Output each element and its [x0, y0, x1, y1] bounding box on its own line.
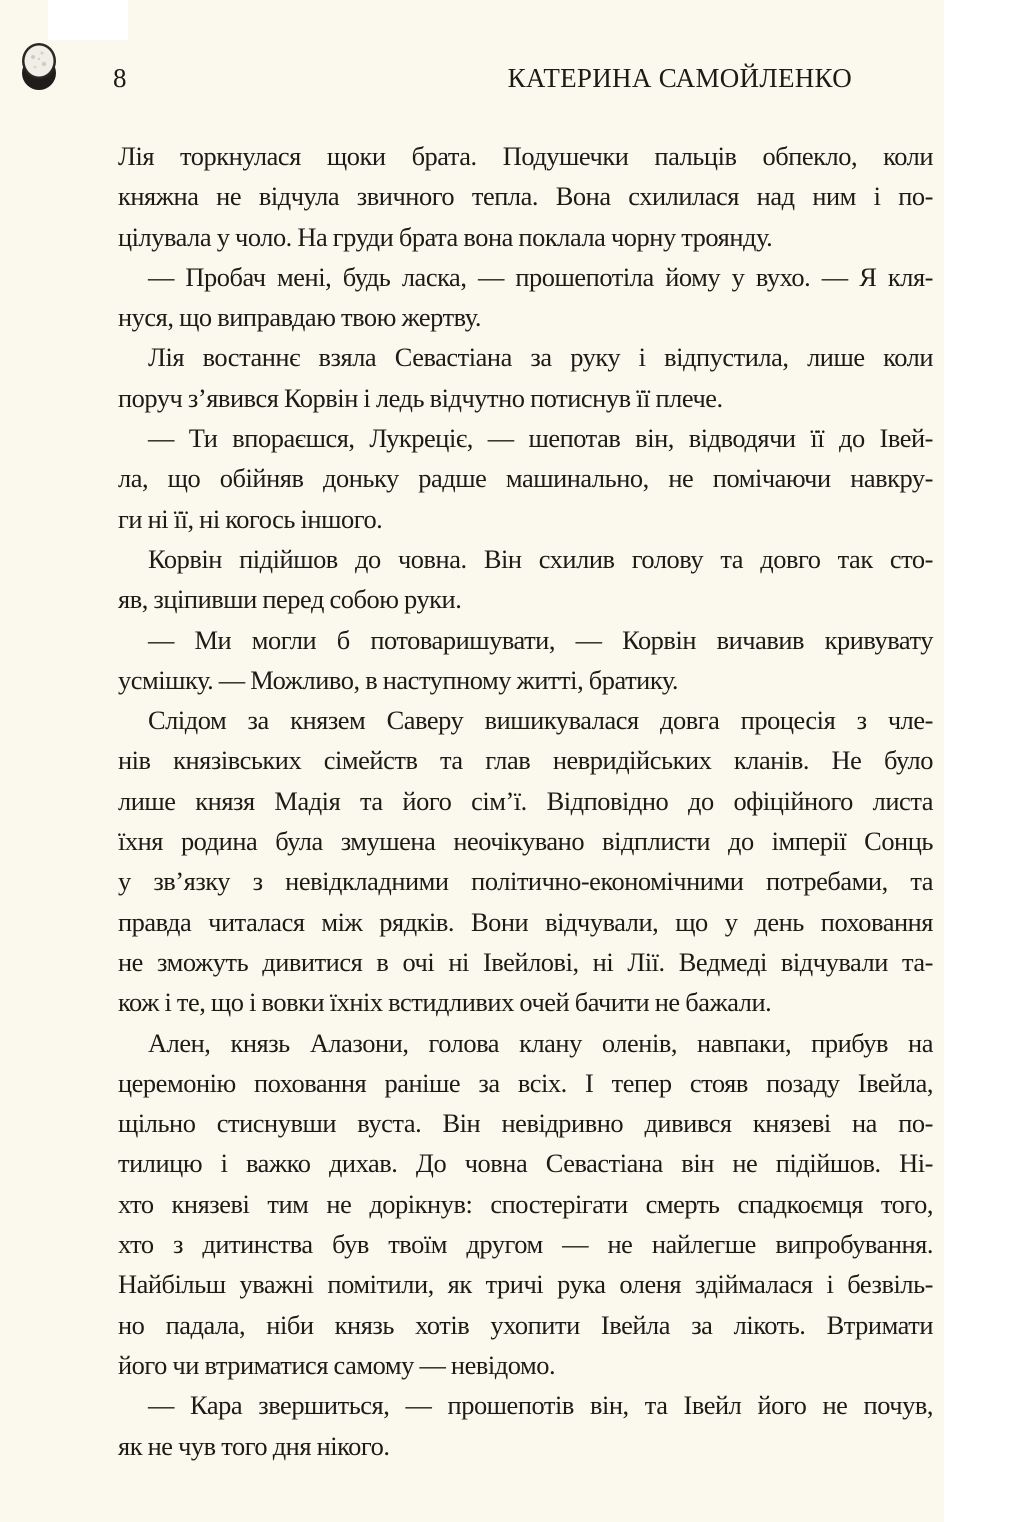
text-line: його чи втриматися самому — невідомо. [118, 1349, 556, 1380]
text-line: княжна не відчула звичного тепла. Вона схилилася над ним і по- [118, 181, 933, 212]
text-line: хто з дитинства був твоїм другом — не найлегше випробування. [118, 1229, 933, 1260]
text-line: — Ми могли б потоваришувати, — Корвін вичавив кривувату [148, 624, 933, 655]
text-line: як не чув того дня нікого. [118, 1430, 390, 1461]
text-line: кож і те, що і вовки їхніх встидливих очей бачити не бажали. [118, 987, 772, 1018]
text-line: Корвін підійшов до човна. Він схилив голову та довго так сто- [148, 543, 933, 574]
text-line: Лія востаннє взяла Севастіана за руку і відпустила, лише коли [148, 342, 933, 373]
text-line: поруч з’явився Корвін і ледь відчутно потиснув її плече. [118, 382, 723, 413]
text-line: тилицю і важко дихав. До човна Севастіана він не підійшов. Ні- [118, 1148, 933, 1179]
body-text [118, 136, 933, 1466]
text-line: — Пробач мені, будь ласка, — прошепотіла йому у вухо. — Я кля- [148, 261, 933, 292]
text-line: Слідом за князем Саверу вишикувалася довга процесія з чле- [148, 705, 933, 736]
moon-orb-icon [20, 37, 58, 93]
text-line: цілувала у чоло. На груди брата вона поклала чорну троянду. [118, 221, 773, 252]
text-line: Ален, князь Алазони, голова клану оленів, навпаки, прибув на [148, 1027, 933, 1058]
text-line: лише князя Мадія та його сім’ї. Відповідно до офіційного листа [118, 785, 933, 816]
text-line: нуся, що виправдаю твою жертву. [118, 302, 482, 333]
text-line: щільно стиснувши вуста. Він невідривно дивився князеві на по- [118, 1108, 933, 1139]
running-head-author: КАТЕРИНА САМОЙЛЕНКО [507, 63, 852, 93]
text-line: ги ні її, ні когось іншого. [118, 503, 383, 534]
text-line: усмішку. — Можливо, в наступному житті, братику. [118, 664, 679, 695]
text-line: но падала, ніби князь хотів ухопити Івейла за лікоть. Втримати [118, 1309, 933, 1340]
text-line: ла, що обійняв доньку радше машинально, не помічаючи навкру- [118, 463, 933, 494]
text-line: яв, зціпивши перед собою руки. [118, 584, 462, 615]
text-line: правда читалася між рядків. Вони відчували, що у день поховання [118, 906, 933, 937]
text-line: Лія торкнулася щоки брата. Подушечки пальців обпекло, коли [118, 141, 933, 171]
text-line: — Ти впораєшся, Лукреціє, — шепотав він, відводячи її до Івей- [148, 423, 933, 454]
text-line: не зможуть дивитися в очі ні Івейлові, ні Лії. Ведмеді відчували та- [118, 946, 933, 977]
text-line: церемонію поховання раніше за всіх. І тепер стояв позаду Івейла, [118, 1067, 933, 1098]
page-number: 8 [113, 63, 127, 93]
scan-artifact [48, 0, 128, 40]
text-line: нів князівських сімейств та глав невридійських кланів. Не було [118, 745, 933, 776]
text-line: у зв’язку з невідкладними політично-економічними потребами, та [118, 866, 933, 897]
text-line: — Кара звершиться, — прошепотів він, та Івейл його не почув, [148, 1390, 933, 1421]
text-line: хто князеві тим не дорікнув: спостерігати смерть спадкоємця того, [118, 1188, 933, 1219]
text-line: Найбільш уважні помітили, як тричі рука оленя здіймалася і безвіль- [118, 1269, 933, 1300]
text-line: їхня родина була змушена неочікувано відплисти до імперії Сонць [118, 826, 933, 857]
